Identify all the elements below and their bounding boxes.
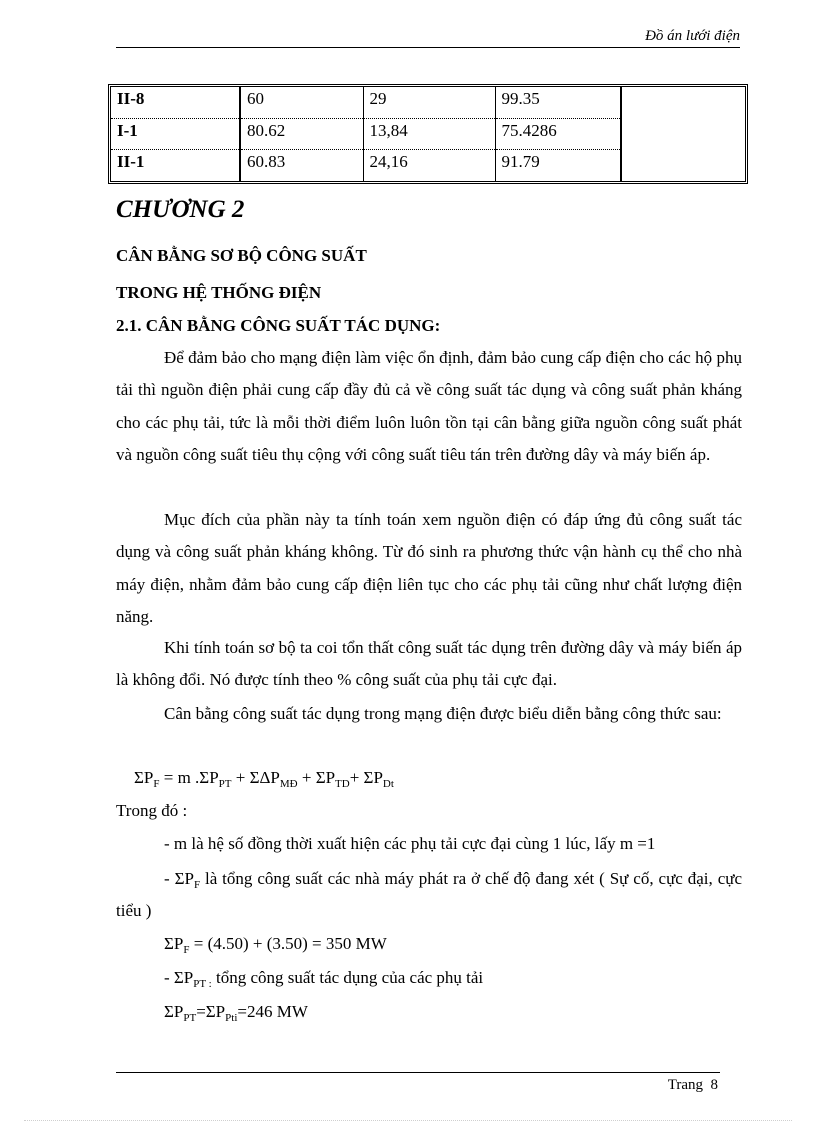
chapter-heading: CHƯƠNG 2 — [116, 196, 245, 223]
table-cell: I-1 — [111, 118, 240, 150]
table-cell: 75.4286 — [495, 118, 621, 150]
title-line-1: CÂN BẰNG SƠ BỘ CÔNG SUẤT — [116, 246, 367, 265]
equation-ppt: $\Sigma P_{PT}=\Sigma P_{Pti}=246$ MW — [164, 1002, 308, 1024]
table-merged-cell — [621, 87, 745, 181]
table-cell: 60 — [240, 87, 363, 118]
table-cell: 80.62 — [240, 118, 363, 150]
section-heading: 2.1. CÂN BẰNG CÔNG SUẤT TÁC DỤNG: — [116, 316, 441, 335]
page-footer — [668, 1077, 718, 1094]
bullet-ppt: - $\Sigma P_{PT :}$ tổng công suất tác dụng của các phụ tải — [164, 968, 484, 990]
where-label: Trong đó : — [116, 801, 188, 820]
balance-formula: $\Sigma P_F = m$ $.\Sigma P_{PT} + \Sigma\Delta P_{MĐ} + \Sigma P_{TD}+ \Sigma P_{Dt}$ — [134, 768, 394, 790]
table-row — [111, 87, 745, 118]
header-divider — [116, 47, 740, 48]
table-cell: 60.83 — [240, 150, 363, 181]
bullet-pf: - $\Sigma P_F$ là tổng công suất các nhà máy phát ra ở chế độ đang xét ( Sự cố, cực đại, cực tiểu ) — [116, 869, 742, 921]
title-line-2: TRONG HỆ THỐNG ĐIỆN — [116, 283, 322, 302]
paragraph-4: Cân bằng công suất tác dụng trong mạng điện được biểu diễn bằng công thức sau: — [164, 704, 722, 723]
page-edge — [24, 1120, 792, 1121]
equation-pf: $\Sigma P_F = (4.50) + (3.50) = 350$ MW — [164, 934, 387, 956]
table-cell: II-8 — [111, 87, 240, 118]
footer-divider — [116, 1072, 720, 1073]
table-cell: 29 — [363, 87, 495, 118]
paragraph-2: Mục đích của phần này ta tính toán xem nguồn điện có đáp ứng đủ công suất tác dụng và công suất phản kháng không. Từ đó sinh ra phương thức vận hành cụ thể cho nhà máy điện, nhằm đảm bảo cung cấp điện liên tục cho các phụ tải cũng như chất lượng điện năng. — [116, 510, 742, 626]
table-cell: 24,16 — [363, 150, 495, 181]
page-label: Trang — [667, 1077, 703, 1093]
paragraph-1: Để đảm bảo cho mạng điện làm việc ổn định, đảm bảo cung cấp điện cho các hộ phụ tải thì nguồn điện phải cung cấp đầy đủ cả về công suất tác dụng và công suất phản kháng cho các phụ tải, tức là mỗi thời điểm luôn luôn tồn tại cân bằng giữa nguồn công suất phát và nguồn công suất tiêu thụ cộng với công suất tiêu tán trên đường dây và máy biến áp. — [116, 348, 742, 464]
table-cell: 13,84 — [363, 118, 495, 150]
table-cell: 99.35 — [495, 87, 621, 118]
bullet-m: - m là hệ số đồng thời xuất hiện các phụ tải cực đại cùng 1 lúc, lấy m =1 — [164, 834, 656, 853]
page-header-title: Đồ án lưới điện — [645, 28, 740, 44]
table-cell: 91.79 — [495, 150, 621, 181]
data-table — [108, 84, 748, 184]
paragraph-3: Khi tính toán sơ bộ ta coi tổn thất công suất tác dụng trên đường dây và máy biến áp là không đổi. Nó được tính theo % công suất của phụ tải cực đại. — [116, 638, 742, 690]
table-cell: II-1 — [117, 152, 145, 172]
page-number: 8 — [710, 1077, 718, 1093]
